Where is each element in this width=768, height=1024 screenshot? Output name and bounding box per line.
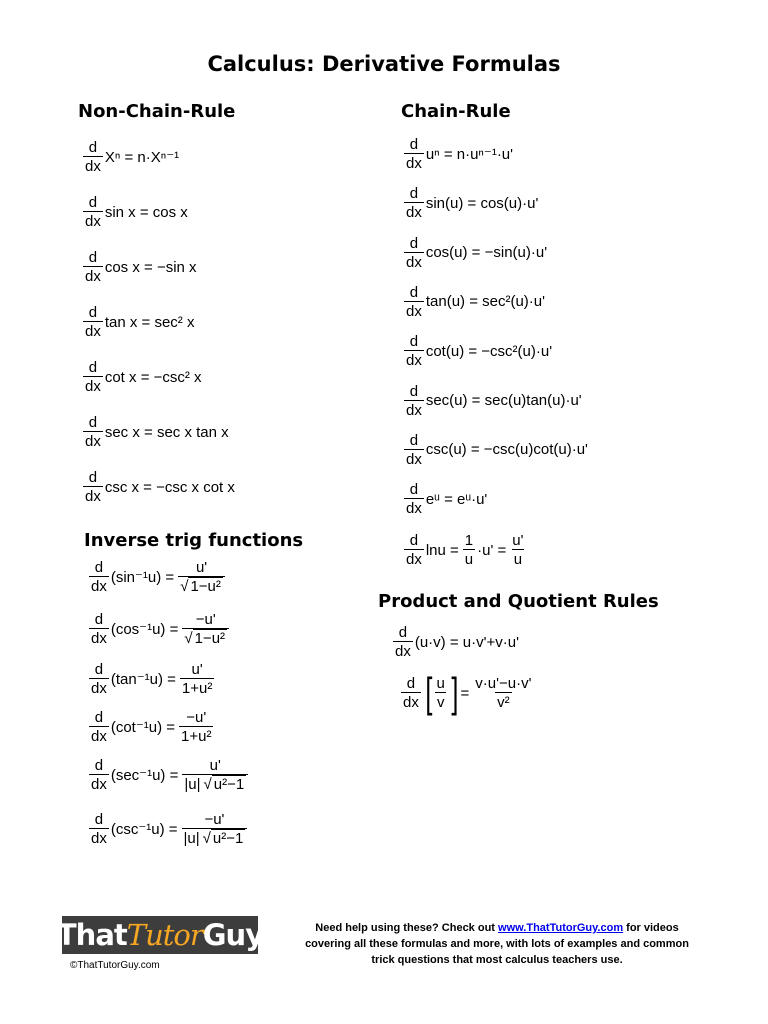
footer-line2: covering all these formulas and more, with lots of examples and common [305, 938, 689, 950]
d-numerator: d [88, 139, 98, 156]
dx-denominator: dx [85, 323, 101, 340]
d-numerator: d [88, 414, 98, 431]
footer-line3: trick questions that most calculus teachers use. [371, 954, 623, 966]
dx-denominator: dx [406, 401, 422, 419]
chain-formula-expr: cot(u) = −csc²(u)·u' [425, 342, 553, 360]
d-numerator: d [94, 661, 104, 678]
quotient-eq: = [460, 684, 470, 702]
chain-formula-expr: sec(u) = sec(u)tan(u)·u' [425, 392, 582, 409]
non-chain-formula-expr: cot x = −csc² x [104, 368, 202, 386]
inverse-left: (sin⁻¹u) = [110, 568, 175, 586]
d-numerator: d [94, 811, 104, 828]
derivative-operator [89, 710, 109, 744]
ln-u2: u [513, 551, 523, 568]
ln-left: lnu = [425, 541, 459, 559]
derivative-operator [83, 360, 103, 394]
chain-formula [404, 482, 487, 516]
sqrt-icon: √ u²−1 [202, 830, 244, 847]
derivative-operator [89, 662, 109, 696]
dx-denominator: dx [91, 728, 107, 745]
inverse-trig-formula [89, 812, 249, 846]
inverse-fraction [182, 612, 229, 646]
sqrt-icon: √ u²−1 [203, 776, 245, 793]
chain-formula [404, 186, 538, 220]
ln-one: 1 [464, 532, 474, 549]
derivative-operator [89, 758, 109, 792]
dx-denominator: dx [406, 253, 422, 271]
dx-denominator: dx [403, 694, 419, 711]
quotient-rule [401, 669, 535, 716]
inverse-numerator: −u' [195, 611, 216, 628]
d-numerator: d [409, 431, 419, 449]
non-chain-formula [83, 415, 229, 449]
section-heading-chain-rule: Chain-Rule [401, 101, 511, 122]
chain-formula-expr: tan(u) = sec²(u)·u' [425, 293, 545, 311]
d-numerator: d [88, 359, 98, 376]
d-numerator: d [88, 194, 98, 211]
chain-formula [404, 433, 588, 467]
inverse-numerator: u' [195, 559, 208, 576]
dx-denominator: dx [85, 488, 101, 505]
d-numerator: d [94, 709, 104, 726]
chain-formula [404, 236, 547, 270]
d-numerator: d [409, 234, 419, 252]
derivative-operator [89, 812, 109, 846]
inverse-numerator: −u' [186, 709, 207, 726]
derivative-operator [83, 140, 103, 174]
product-rule-expr: (u·v) = u·v'+v·u' [414, 633, 519, 651]
chain-formula-expr: sin(u) = cos(u)·u' [425, 194, 539, 212]
inverse-denominator [182, 628, 229, 646]
non-chain-formula [83, 360, 202, 394]
chain-formula-expr: eᵘ = eᵘ·u' [425, 490, 488, 508]
d-numerator: d [409, 136, 419, 153]
dx-denominator: dx [406, 204, 422, 222]
page-title: Calculus: Derivative Formulas [207, 52, 561, 76]
inverse-denominator [178, 576, 225, 594]
dx-denominator: dx [91, 776, 107, 793]
ln-rule [404, 533, 528, 567]
d-numerator: d [409, 283, 419, 301]
inverse-denominator [182, 774, 248, 792]
chain-formula [404, 334, 552, 368]
dx-denominator: dx [406, 551, 422, 568]
quotient-u: u [436, 675, 445, 692]
sqrt-radicand: 1−u² [194, 630, 226, 647]
dx-denominator: dx [395, 643, 411, 660]
dx-denominator: dx [85, 268, 101, 285]
non-chain-formula [83, 470, 235, 504]
dx-denominator: dx [85, 433, 101, 450]
ln-mid: ·u' = [477, 541, 507, 559]
website-link[interactable]: www.ThatTutorGuy.com [498, 922, 624, 934]
d-numerator: d [88, 469, 98, 486]
derivative-operator [404, 137, 424, 171]
quotient-numerator: v·u'−u·v' [475, 675, 532, 692]
non-chain-formula [83, 195, 188, 229]
d-numerator: d [409, 185, 419, 203]
inverse-denominator: 1+u² [181, 728, 212, 745]
chain-formula [404, 137, 513, 171]
derivative-operator [83, 250, 103, 284]
d-numerator: d [94, 559, 104, 576]
chain-formula-expr: cos(u) = −sin(u)·u' [425, 244, 548, 262]
d-numerator: d [409, 333, 419, 351]
product-rule [393, 625, 519, 659]
abs-u: |u| [184, 776, 201, 793]
dx-denominator: dx [406, 450, 422, 468]
inverse-trig-formula [89, 662, 216, 696]
inverse-left: (cot⁻¹u) = [110, 718, 176, 736]
sqrt-icon: √ 1−u² [180, 578, 221, 595]
derivative-operator [83, 195, 103, 229]
derivative-operator [404, 433, 424, 467]
abs-u: |u| [183, 830, 200, 847]
inverse-trig-formula [89, 612, 231, 646]
non-chain-formula [83, 305, 194, 339]
dx-denominator: dx [406, 155, 422, 172]
dx-denominator: dx [91, 630, 107, 647]
section-heading-product-quotient: Product and Quotient Rules [378, 591, 659, 612]
quotient-denominator: v² [497, 694, 510, 711]
inverse-denominator: 1+u² [181, 680, 213, 697]
derivative-operator [404, 186, 424, 220]
sqrt-icon: √ 1−u² [184, 630, 226, 647]
inverse-left: (tan⁻¹u) = [110, 670, 176, 688]
inverse-numerator: u' [209, 757, 221, 774]
non-chain-formula [83, 140, 179, 174]
non-chain-formula-expr: csc x = −csc x cot x [104, 478, 235, 496]
derivative-operator [83, 470, 103, 504]
inverse-left: (csc⁻¹u) = [110, 820, 178, 838]
inverse-fraction [182, 758, 248, 792]
logo-guy: Guy [202, 918, 264, 952]
dx-denominator: dx [406, 500, 422, 518]
d-numerator: d [409, 382, 419, 400]
sqrt-radicand: u²−1 [213, 776, 245, 793]
non-chain-formula-expr: tan x = sec² x [104, 313, 195, 331]
derivative-operator [404, 482, 424, 516]
footer-line1-pre: Need help using these? Check out [315, 922, 499, 934]
d-numerator: d [398, 624, 408, 641]
section-heading-non-chain-rule: Non-Chain-Rule [78, 101, 236, 122]
inverse-trig-formula [89, 758, 250, 792]
chain-formula [404, 285, 545, 319]
dx-denominator: dx [91, 830, 107, 847]
d-numerator: d [406, 675, 416, 692]
ln-uprime: u' [512, 532, 524, 549]
d-numerator: d [94, 611, 104, 628]
logo-that: That [56, 918, 127, 952]
non-chain-formula [83, 250, 197, 284]
quotient-v: v [436, 694, 445, 711]
non-chain-formula-expr: Xⁿ = n·Xⁿ⁻¹ [104, 148, 180, 166]
d-numerator: d [94, 757, 104, 774]
non-chain-formula-expr: sec x = sec x tan x [104, 423, 229, 441]
dx-denominator: dx [85, 158, 101, 175]
copyright-text: ©ThatTutorGuy.com [70, 960, 160, 971]
logo-tutor: Tutor [126, 918, 203, 952]
inverse-left: (cos⁻¹u) = [110, 620, 179, 638]
derivative-operator [83, 415, 103, 449]
sqrt-radicand: u²−1 [212, 830, 244, 847]
sqrt-radicand: 1−u² [190, 578, 221, 595]
dx-denominator: dx [91, 578, 107, 595]
dx-denominator: dx [406, 302, 422, 320]
inverse-left: (sec⁻¹u) = [110, 766, 179, 784]
derivative-operator [404, 236, 424, 270]
inverse-fraction [180, 662, 214, 696]
derivative-operator [404, 334, 424, 368]
inverse-denominator [182, 828, 248, 846]
inverse-fraction [178, 560, 225, 594]
non-chain-formula-expr: cos x = −sin x [104, 258, 197, 276]
derivative-operator [89, 612, 109, 646]
derivative-operator [89, 560, 109, 594]
inverse-numerator: u' [191, 661, 203, 678]
inverse-trig-formula [89, 710, 215, 744]
footer-line1-post: for videos [623, 922, 679, 934]
d-numerator: d [409, 532, 419, 549]
inverse-fraction [182, 812, 248, 846]
section-heading-inverse-trig: Inverse trig functions [84, 530, 304, 551]
chain-formula [404, 384, 582, 418]
thattutorguy-logo[interactable] [56, 916, 264, 954]
dx-denominator: dx [85, 213, 101, 230]
derivative-operator [404, 285, 424, 319]
chain-formula-expr: csc(u) = −csc(u)cot(u)·u' [425, 441, 588, 459]
inverse-trig-formula [89, 560, 227, 594]
d-numerator: d [88, 249, 98, 266]
derivative-operator [404, 384, 424, 418]
inverse-fraction [179, 710, 213, 744]
inverse-numerator: −u' [204, 811, 225, 828]
chain-formula-expr: uⁿ = n·uⁿ⁻¹·u' [425, 145, 514, 163]
dx-denominator: dx [85, 378, 101, 395]
d-numerator: d [409, 481, 419, 499]
derivative-operator [83, 305, 103, 339]
quotient-bracket: [ $\frac{u}{v}$ ] [425, 669, 459, 716]
non-chain-formula-expr: sin x = cos x [104, 203, 188, 221]
footer-help-text [272, 920, 722, 968]
dx-denominator: dx [406, 352, 422, 370]
dx-denominator: dx [91, 680, 107, 697]
ln-u: u [464, 551, 474, 568]
d-numerator: d [88, 304, 98, 321]
